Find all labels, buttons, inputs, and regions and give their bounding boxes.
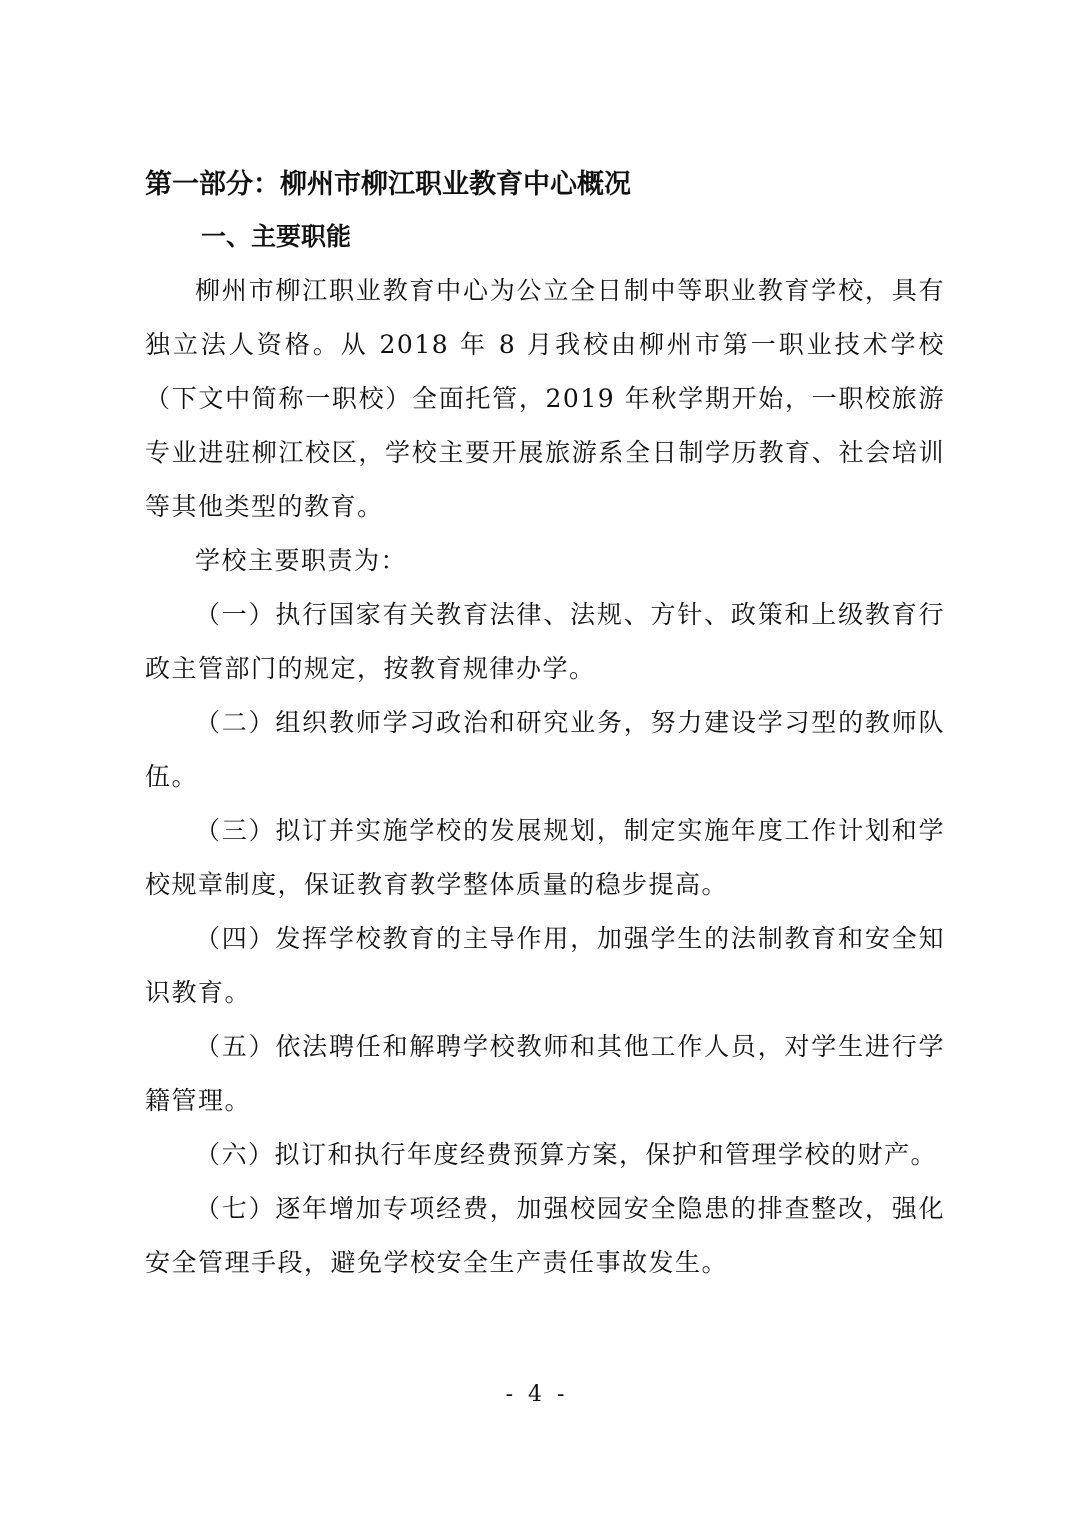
duty-item-3: （三）拟订并实施学校的发展规划，制定实施年度工作计划和学校规章制度，保证教育教学整体质量的稳步提高。 [145,816,945,899]
document-body [145,160,945,1290]
page-number: - 4 - [505,1382,569,1407]
intro-paragraph: 柳州市柳江职业教育中心为公立全日制中等职业教育学校，具有独立法人资格。从 2018 年 8 月我校由柳州市第一职业技术学校（下文中简称一职校）全面托管，2019 年秋学期开始，一职校旅游专业进驻柳江校区，学校主要开展旅游系全日制学历教育、社会培训等其他类型的教育。 [145,276,945,521]
duties-lead-paragraph: 学校主要职责为： [195,546,408,575]
part-title: 第一部分：柳州市柳江职业教育中心概况 [145,169,631,200]
duty-item-1: （一）执行国家有关教育法律、法规、方针、政策和上级教育行政主管部门的规定，按教育规律办学。 [145,600,945,683]
section-title: 一、主要职能 [201,222,352,251]
duty-item-4: （四）发挥学校教育的主导作用，加强学生的法制教育和安全知识教育。 [145,924,945,1007]
duty-item-5: （五）依法聘任和解聘学校教师和其他工作人员，对学生进行学籍管理。 [145,1032,945,1115]
duty-item-6: （六）拟订和执行年度经费预算方案，保护和管理学校的财产。 [195,1140,938,1169]
duty-item-2: （二）组织教师学习政治和研究业务，努力建设学习型的教师队伍。 [145,708,945,791]
duty-item-7: （七）逐年增加专项经费，加强校园安全隐患的排查整改，强化安全管理手段，避免学校安全生产责任事故发生。 [145,1194,945,1277]
